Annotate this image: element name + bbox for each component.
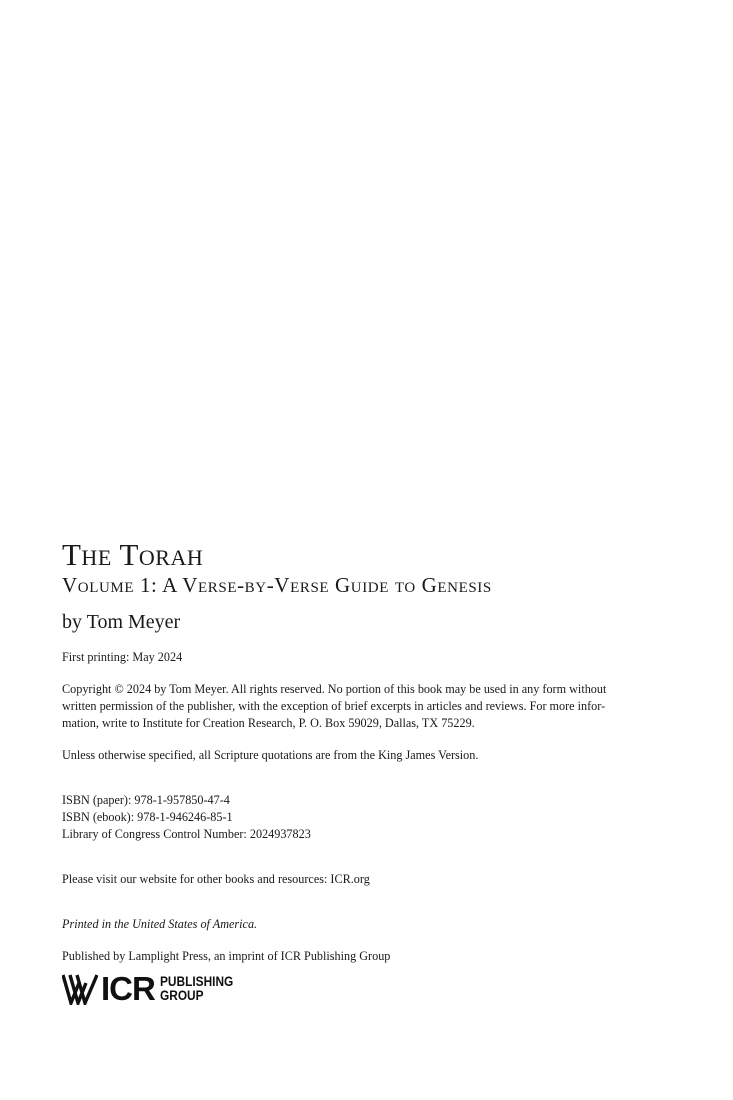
- icr-chevron-mark-icon: [62, 973, 98, 1005]
- published-by: Published by Lamplight Press, an imprint of ICR Publishing Group: [62, 949, 391, 963]
- printed-in: Printed in the United States of America.: [62, 917, 258, 931]
- isbn-paper: ISBN (paper): 978-1-957850-47-4: [62, 793, 230, 807]
- copyright-line: written permission of the publisher, with the exception of brief excerpts in articles and reviews. For more infor-: [62, 699, 606, 713]
- logo-line-group: GROUP: [159, 988, 204, 1003]
- isbn-ebook: ISBN (ebook): 978-1-946246-85-1: [62, 810, 233, 824]
- identifiers-block: [62, 792, 662, 843]
- book-subtitle: Volume 1: A Verse-by-Verse Guide to Genesis: [62, 573, 492, 597]
- lccn: Library of Congress Control Number: 2024937823: [62, 827, 311, 841]
- book-author: by Tom Meyer: [62, 611, 181, 633]
- logo-letters: ICR: [101, 970, 155, 1007]
- scripture-note: Unless otherwise specified, all Scripture quotations are from the King James Version.: [62, 748, 479, 762]
- copyright-line: mation, write to Institute for Creation Research, P. O. Box 59029, Dallas, TX 75229.: [62, 716, 475, 730]
- website-note: Please visit our website for other books and resources: ICR.org: [62, 872, 370, 886]
- logo-line-publishing: PUBLISHING: [159, 974, 234, 989]
- copyright-notice: [62, 681, 650, 732]
- book-title: The Torah: [62, 537, 204, 572]
- copyright-page: [62, 538, 662, 1007]
- logo-subtext: [160, 975, 233, 1003]
- icr-publishing-logo: [62, 971, 662, 1007]
- first-printing: First printing: May 2024: [62, 650, 183, 664]
- copyright-line: Copyright © 2024 by Tom Meyer. All rights reserved. No portion of this book may be used in any form without: [62, 682, 607, 696]
